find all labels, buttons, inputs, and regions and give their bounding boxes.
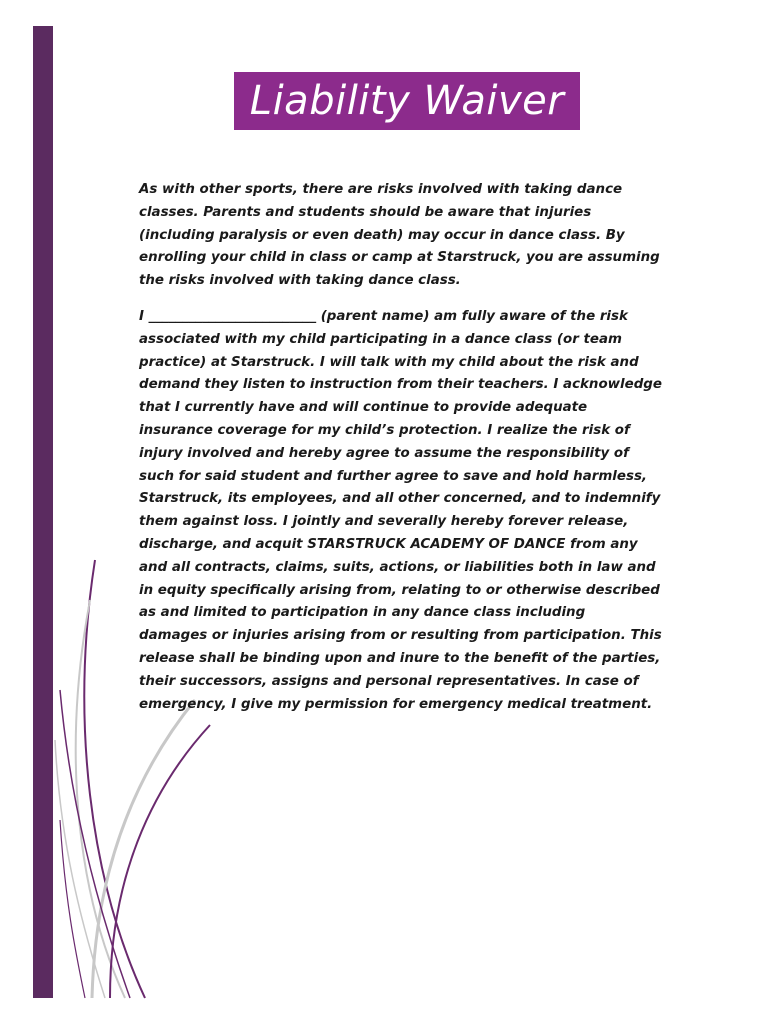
- text-line: classes. Parents and students should be aware that injuries: [139, 204, 592, 220]
- text-line: insurance coverage for my child’s protection. I realize the risk of: [139, 422, 630, 438]
- text-line: (including paralysis or even death) may occur in dance class. By: [139, 227, 625, 243]
- text-line: As with other sports, there are risks involved with taking dance: [139, 182, 623, 197]
- text-line: their successors, assigns and personal representatives. In case of: [139, 673, 639, 689]
- text-line: demand they listen to instruction from their teachers. I acknowledge: [139, 377, 662, 393]
- text-line: in equity specifically arising from, relating to or otherwise described: [139, 582, 660, 598]
- text-line: such for said student and further agree to save and hold harmless,: [139, 468, 648, 484]
- text-line: them against loss. I jointly and severally hereby forever release,: [139, 514, 629, 530]
- text-line: and all contracts, claims, suits, actions, or liabilities both in law and: [139, 559, 656, 575]
- title-banner: [234, 72, 580, 130]
- decorative-side-bar: [33, 26, 53, 998]
- text-line: enrolling your child in class or camp at Starstruck, you are assuming: [139, 250, 660, 266]
- text-line: as and limited to participation in any dance class including: [139, 605, 586, 621]
- text-line: that I currently have and will continue to provide adequate: [139, 400, 588, 416]
- text-line: emergency, I give my permission for emergency medical treatment.: [139, 696, 653, 712]
- text-line: practice) at Starstruck. I will talk with my child about the risk and: [139, 354, 639, 370]
- text-line: associated with my child participating in a dance class (or team: [139, 331, 622, 347]
- text-line: Starstruck, its employees, and all other concerned, and to indemnify: [139, 491, 661, 507]
- text-line: injury involved and hereby agree to assume the responsibility of: [139, 445, 629, 461]
- text-line: release shall be binding upon and inure to the benefit of the parties,: [139, 650, 661, 666]
- paragraph-risk-notice: [139, 179, 660, 293]
- paragraph-waiver-agreement: [139, 306, 662, 716]
- document-title: Liability Waiver: [249, 78, 565, 124]
- text-line: discharge, and acquit STARSTRUCK ACADEMY OF DANCE from any: [139, 536, 638, 552]
- text-line: the risks involved with taking dance class.: [139, 273, 461, 289]
- text-line-parent-name: I _________________________ (parent name) am fully aware of the risk: [139, 309, 628, 324]
- text-line: damages or injuries arising from or resulting from participation. This: [139, 628, 662, 644]
